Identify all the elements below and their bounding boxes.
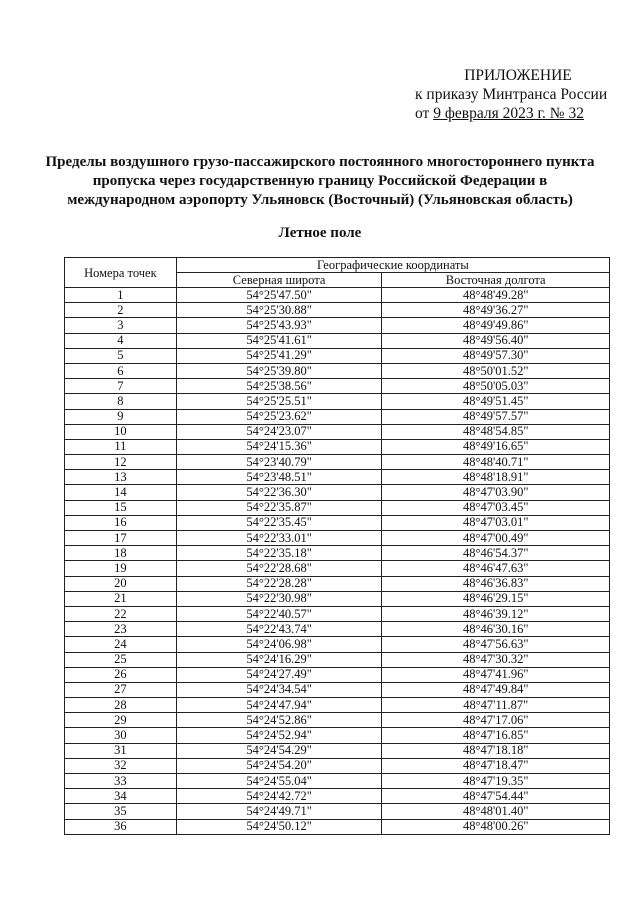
cell-longitude: 48°48'01.40" xyxy=(382,804,610,819)
table-row xyxy=(65,379,610,394)
order-reference: к приказу Минтранса России xyxy=(415,86,608,103)
cell-longitude: 48°46'30.16" xyxy=(382,622,610,637)
cell-latitude: 54°25'38.56" xyxy=(176,379,382,394)
header-geo-coordinates: Географические координаты xyxy=(176,258,609,273)
cell-point-number: 6 xyxy=(65,363,177,378)
cell-longitude: 48°46'39.12" xyxy=(382,606,610,621)
order-date xyxy=(415,104,615,123)
cell-latitude: 54°24'47.94" xyxy=(176,698,382,713)
cell-latitude: 54°24'52.94" xyxy=(176,728,382,743)
cell-point-number: 31 xyxy=(65,743,177,758)
cell-latitude: 54°22'43.74" xyxy=(176,622,382,637)
cell-point-number: 33 xyxy=(65,774,177,789)
table-row xyxy=(65,698,610,713)
cell-point-number: 25 xyxy=(65,652,177,667)
table-row xyxy=(65,804,610,819)
cell-longitude: 48°46'36.83" xyxy=(382,576,610,591)
cell-longitude: 48°48'40.71" xyxy=(382,455,610,470)
cell-latitude: 54°23'40.79" xyxy=(176,455,382,470)
table-row xyxy=(65,637,610,652)
cell-latitude: 54°24'55.04" xyxy=(176,774,382,789)
table-row xyxy=(65,713,610,728)
table-row xyxy=(65,409,610,424)
appendix-header xyxy=(415,66,615,123)
cell-longitude: 48°47'17.06" xyxy=(382,713,610,728)
cell-longitude: 48°47'03.01" xyxy=(382,515,610,530)
cell-longitude: 48°49'16.65" xyxy=(382,439,610,454)
cell-longitude: 48°49'57.30" xyxy=(382,348,610,363)
cell-point-number: 24 xyxy=(65,637,177,652)
cell-point-number: 8 xyxy=(65,394,177,409)
table-row xyxy=(65,363,610,378)
cell-latitude: 54°24'50.12" xyxy=(176,819,382,834)
cell-longitude: 48°49'49.86" xyxy=(382,318,610,333)
cell-latitude: 54°24'54.20" xyxy=(176,758,382,773)
table-row xyxy=(65,774,610,789)
cell-point-number: 13 xyxy=(65,470,177,485)
cell-latitude: 54°24'49.71" xyxy=(176,804,382,819)
cell-longitude: 48°47'54.44" xyxy=(382,789,610,804)
cell-latitude: 54°24'27.49" xyxy=(176,667,382,682)
cell-point-number: 7 xyxy=(65,379,177,394)
cell-point-number: 17 xyxy=(65,531,177,546)
cell-latitude: 54°24'52.86" xyxy=(176,713,382,728)
cell-point-number: 12 xyxy=(65,455,177,470)
cell-longitude: 48°48'49.28" xyxy=(382,288,610,303)
order-date-value: 9 февраля 2023 г. № 32 xyxy=(433,105,584,122)
cell-latitude: 54°24'06.98" xyxy=(176,637,382,652)
cell-latitude: 54°25'43.93" xyxy=(176,318,382,333)
cell-latitude: 54°25'39.80" xyxy=(176,363,382,378)
cell-longitude: 48°47'03.90" xyxy=(382,485,610,500)
table-row xyxy=(65,758,610,773)
appendix-label: ПРИЛОЖЕНИЕ xyxy=(464,67,572,84)
table-row xyxy=(65,348,610,363)
cell-point-number: 10 xyxy=(65,424,177,439)
cell-point-number: 14 xyxy=(65,485,177,500)
header-latitude: Северная широта xyxy=(176,273,382,288)
cell-point-number: 22 xyxy=(65,606,177,621)
cell-latitude: 54°22'40.57" xyxy=(176,606,382,621)
table-row xyxy=(65,485,610,500)
cell-latitude: 54°25'30.88" xyxy=(176,303,382,318)
cell-longitude: 48°47'03.45" xyxy=(382,500,610,515)
cell-point-number: 34 xyxy=(65,789,177,804)
cell-latitude: 54°24'54.29" xyxy=(176,743,382,758)
cell-longitude: 48°48'00.26" xyxy=(382,819,610,834)
table-row xyxy=(65,424,610,439)
cell-longitude: 48°46'47.63" xyxy=(382,561,610,576)
document-title: Пределы воздушного грузо-пассажирского постоянного многостороннего пункта пропуска через государственную границу Российской Федерации в международном аэропорту Ульяновск (Восточный) (Ульяновская область) xyxy=(45,154,595,208)
cell-latitude: 54°24'15.36" xyxy=(176,439,382,454)
table-body xyxy=(65,288,610,835)
section-title: Летное поле xyxy=(278,225,362,241)
cell-point-number: 16 xyxy=(65,515,177,530)
table-row xyxy=(65,288,610,303)
cell-longitude: 48°46'54.37" xyxy=(382,546,610,561)
cell-latitude: 54°22'35.18" xyxy=(176,546,382,561)
cell-longitude: 48°47'56.63" xyxy=(382,637,610,652)
header-point-numbers: Номера точек xyxy=(65,258,177,288)
cell-point-number: 9 xyxy=(65,409,177,424)
cell-latitude: 54°24'16.29" xyxy=(176,652,382,667)
table-row xyxy=(65,652,610,667)
cell-point-number: 2 xyxy=(65,303,177,318)
cell-longitude: 48°48'54.85" xyxy=(382,424,610,439)
cell-point-number: 19 xyxy=(65,561,177,576)
table-row xyxy=(65,728,610,743)
table-row xyxy=(65,394,610,409)
cell-latitude: 54°25'41.61" xyxy=(176,333,382,348)
cell-latitude: 54°22'35.45" xyxy=(176,515,382,530)
cell-point-number: 11 xyxy=(65,439,177,454)
table-row xyxy=(65,455,610,470)
table-row xyxy=(65,439,610,454)
table-row xyxy=(65,667,610,682)
cell-point-number: 32 xyxy=(65,758,177,773)
cell-latitude: 54°25'23.62" xyxy=(176,409,382,424)
cell-latitude: 54°22'28.68" xyxy=(176,561,382,576)
cell-longitude: 48°50'01.52" xyxy=(382,363,610,378)
cell-point-number: 26 xyxy=(65,667,177,682)
cell-longitude: 48°47'11.87" xyxy=(382,698,610,713)
cell-longitude: 48°49'36.27" xyxy=(382,303,610,318)
table-row xyxy=(65,606,610,621)
cell-latitude: 54°22'30.98" xyxy=(176,591,382,606)
header-longitude: Восточная долгота xyxy=(382,273,610,288)
cell-point-number: 28 xyxy=(65,698,177,713)
cell-point-number: 21 xyxy=(65,591,177,606)
table-row xyxy=(65,303,610,318)
coordinates-table xyxy=(64,257,610,835)
cell-longitude: 48°47'30.32" xyxy=(382,652,610,667)
cell-longitude: 48°49'57.57" xyxy=(382,409,610,424)
table-row xyxy=(65,546,610,561)
table-row xyxy=(65,819,610,834)
cell-latitude: 54°22'36.30" xyxy=(176,485,382,500)
cell-point-number: 18 xyxy=(65,546,177,561)
cell-latitude: 54°22'35.87" xyxy=(176,500,382,515)
table-row xyxy=(65,561,610,576)
cell-latitude: 54°24'34.54" xyxy=(176,682,382,697)
cell-point-number: 23 xyxy=(65,622,177,637)
cell-longitude: 48°47'49.84" xyxy=(382,682,610,697)
cell-longitude: 48°50'05.03" xyxy=(382,379,610,394)
table-row xyxy=(65,333,610,348)
cell-point-number: 27 xyxy=(65,682,177,697)
order-date-prefix: от xyxy=(415,105,434,122)
cell-latitude: 54°22'28.28" xyxy=(176,576,382,591)
cell-longitude: 48°47'41.96" xyxy=(382,667,610,682)
cell-longitude: 48°49'56.40" xyxy=(382,333,610,348)
cell-latitude: 54°24'42.72" xyxy=(176,789,382,804)
table-row xyxy=(65,576,610,591)
cell-point-number: 30 xyxy=(65,728,177,743)
cell-point-number: 1 xyxy=(65,288,177,303)
table-row xyxy=(65,500,610,515)
cell-longitude: 48°49'51.45" xyxy=(382,394,610,409)
table-row xyxy=(65,591,610,606)
table-row xyxy=(65,515,610,530)
cell-longitude: 48°47'18.18" xyxy=(382,743,610,758)
cell-longitude: 48°47'19.35" xyxy=(382,774,610,789)
table-row xyxy=(65,470,610,485)
table-row xyxy=(65,789,610,804)
cell-latitude: 54°25'47.50" xyxy=(176,288,382,303)
cell-point-number: 29 xyxy=(65,713,177,728)
cell-latitude: 54°22'33.01" xyxy=(176,531,382,546)
cell-longitude: 48°47'18.47" xyxy=(382,758,610,773)
cell-point-number: 5 xyxy=(65,348,177,363)
cell-latitude: 54°24'23.07" xyxy=(176,424,382,439)
cell-latitude: 54°25'25.51" xyxy=(176,394,382,409)
cell-point-number: 3 xyxy=(65,318,177,333)
table-row xyxy=(65,743,610,758)
table-row xyxy=(65,682,610,697)
table-row xyxy=(65,318,610,333)
cell-point-number: 15 xyxy=(65,500,177,515)
cell-longitude: 48°47'16.85" xyxy=(382,728,610,743)
cell-latitude: 54°25'41.29" xyxy=(176,348,382,363)
table-row xyxy=(65,622,610,637)
cell-latitude: 54°23'48.51" xyxy=(176,470,382,485)
cell-longitude: 48°47'00.49" xyxy=(382,531,610,546)
cell-point-number: 4 xyxy=(65,333,177,348)
cell-point-number: 20 xyxy=(65,576,177,591)
cell-longitude: 48°46'29.15" xyxy=(382,591,610,606)
cell-point-number: 35 xyxy=(65,804,177,819)
table-row xyxy=(65,531,610,546)
cell-longitude: 48°48'18.91" xyxy=(382,470,610,485)
cell-point-number: 36 xyxy=(65,819,177,834)
